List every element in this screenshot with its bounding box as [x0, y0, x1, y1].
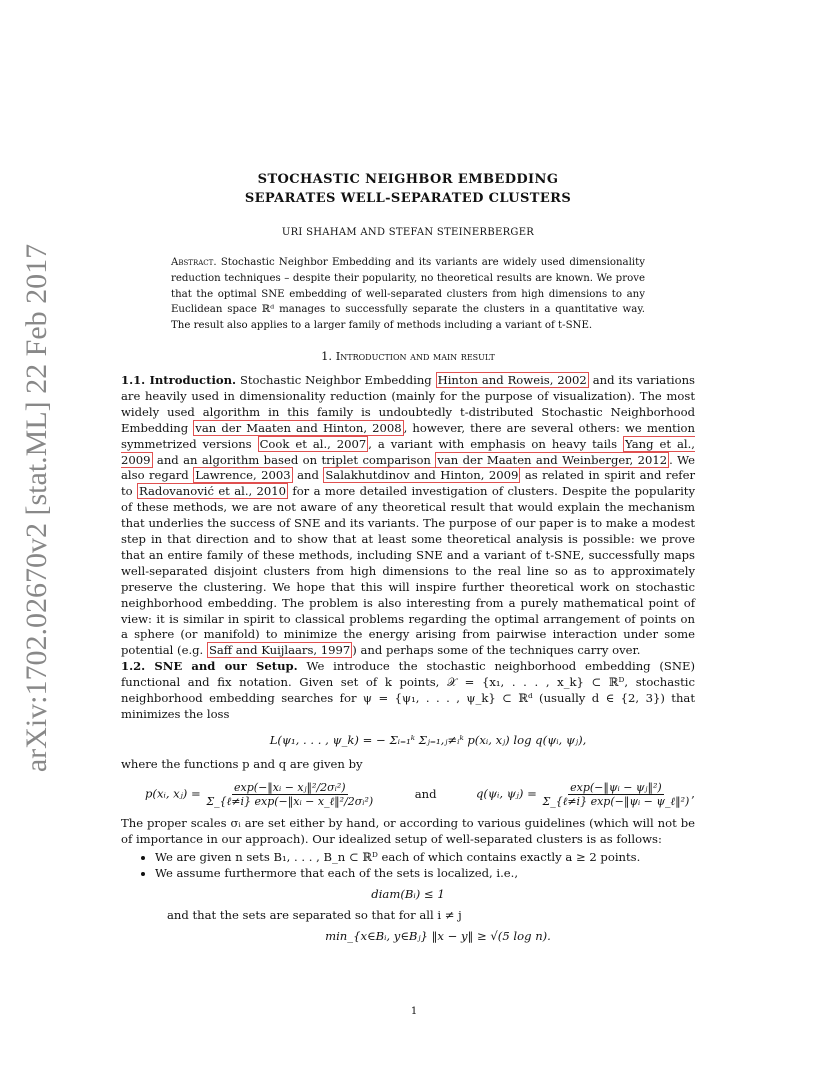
text-run: and its variations are heavily used in dimensionality reduction (mainly for the purpose of visualization). The most widely used algorithm in this family is undoubtedly t-distributed Stochastic Neighborhood Embedding — [121, 372, 695, 435]
abstract — [171, 255, 645, 334]
text-run: and — [297, 468, 319, 483]
citation-link[interactable]: Saff and Kuijlaars, 1997 — [208, 643, 351, 658]
and-word: and — [414, 787, 437, 802]
subsection-heading-1-1: 1.1. Introduction. — [121, 372, 237, 387]
arxiv-sidebar-stamp — [14, 243, 60, 773]
title-line-2: SEPARATES WELL-SEPARATED CLUSTERS — [244, 191, 572, 206]
citation-link[interactable]: van der Maaten and Weinberger, 2012 — [437, 452, 668, 467]
list-item: • We assume furthermore that each of the sets is localized, i.e., — [155, 866, 695, 882]
separation-text: and that the sets are separated so that for all i ≠ j — [167, 908, 462, 923]
citation-link[interactable]: Radovanović et al., 2010 — [139, 484, 287, 499]
text-run: , a variant with emphasis on heavy tails — [368, 436, 618, 451]
page-number: 1 — [410, 1006, 418, 1017]
citation-link[interactable]: Cook et al., 2007 — [259, 436, 367, 451]
p-lhs: p(xᵢ, xⱼ) = — [145, 786, 201, 801]
text-run: . We also regard — [121, 452, 696, 483]
abstract-text: Stochastic Neighbor Embedding and its variants are widely used dimensionality reduction techniques – despite their popularity, no theoretical results are known. We prove that the optimal SNE embedding of well-separated clusters from high dimensions to any Euclidean space ℝᵈ manages to successfully separate the clusters in a quantitative way. The result also applies to a larger family of methods including a variant of t-SNE. — [171, 257, 645, 332]
p-denominator: Σ_{ℓ≠i} exp(−‖xᵢ − x_ℓ‖²/2σᵢ²) — [206, 794, 374, 808]
authors: URI SHAHAM AND STEFAN STEINERBERGER — [281, 227, 535, 238]
introduction-paragraph — [121, 373, 695, 659]
citation-link[interactable]: Hinton and Roweis, 2002 — [437, 372, 587, 387]
text-run: Stochastic Neighbor Embedding — [239, 372, 432, 387]
list-item: • We are given n sets B₁, . . . , B_n ⊂ ℝᴰ each of which contains exactly a ≥ 2 points. — [155, 850, 695, 866]
arxiv-id: arXiv:1702.02670v2 [stat.ML] 22 Feb 2017 — [20, 243, 53, 773]
q-trailing-comma: , — [691, 786, 695, 801]
min-distance-equation: min_{x∈Bᵢ, y∈Bⱼ} ‖x − y‖ ≥ √(5 log n). — [325, 929, 551, 944]
title-line-1: STOCHASTIC NEIGHBOR EMBEDDING — [257, 172, 559, 187]
p-fraction — [204, 781, 375, 808]
loss-equation: L(ψ₁, . . . , ψ_k) = − Σᵢ₌₁ᵏ Σⱼ₌₁,ⱼ≠ᵢᵏ p(xᵢ, xⱼ) log q(ψᵢ, ψⱼ), — [269, 732, 587, 747]
q-fraction — [540, 781, 691, 808]
subsection-heading-1-2: 1.2. SNE and our Setup. — [121, 659, 298, 674]
citation-link[interactable]: Yang et al., 2009 — [121, 436, 695, 467]
paper-page — [121, 160, 695, 943]
citation-link[interactable]: van der Maaten and Hinton, 2008 — [195, 420, 402, 435]
text-run: for a more detailed investigation of clusters. Despite the popularity of these methods, we are not aware of any theoretical result that would explain the mechanism that underlies the success of SNE and its variants. The purpose of our paper is to make a modest step in that direction and to show that at least some theoretical analysis is possible: we prove that an entire family of these methods, including SNE and a variant of t-SNE, successfully maps well-separated disjoint clusters from high dimensions to the real line so as to approximately preserve the clustering. We hope that this will inspire further theoretical work on stochastic neighborhood embedding. The problem is also interesting from a purely mathematical point of view: it is similar in spirit to classical problems regarding the optimal arrangement of points on a sphere (or manifold) to minimize the energy arising from pairwise interaction under some potential (e.g. — [121, 484, 695, 658]
abstract-label: Abstract. — [171, 257, 217, 268]
text-run: , however, there are several others: we mention symmetrized versions — [121, 420, 695, 451]
q-numerator: exp(−‖ψᵢ − ψⱼ‖²) — [570, 780, 662, 794]
text-run: We introduce the stochastic neighborhood embedding (SNE) functional and fix notation. Given set of k points, 𝒳 = {x₁, . . . , x_k} ⊂ ℝᴰ, stochastic neighborhood embedding searches for ψ = {ψ₁, . . . , ψ_k} ⊂ ℝᵈ (usually d ∈ {2, 3}) that minimizes the loss — [121, 659, 695, 722]
p-equation — [121, 781, 375, 808]
text-run: as related in spirit and refer to — [121, 468, 696, 499]
citation-link[interactable]: Salakhutdinov and Hinton, 2009 — [325, 468, 519, 483]
citation-link[interactable]: Lawrence, 2003 — [195, 468, 291, 483]
p-numerator: exp(−‖xᵢ − xⱼ‖²/2σᵢ²) — [234, 780, 346, 794]
text-run: ) and perhaps some of the techniques carry over. — [352, 643, 641, 658]
section-heading: 1. Introduction and main result — [321, 348, 495, 363]
functions-intro: where the functions p and q are given by — [121, 756, 363, 771]
p-q-equations — [121, 781, 695, 808]
q-denominator: Σ_{ℓ≠i} exp(−‖ψᵢ − ψ_ℓ‖²) — [542, 794, 690, 808]
text-run: and an algorithm based on triplet comparison — [156, 452, 431, 467]
scales-paragraph: The proper scales σᵢ are set either by hand, or according to various guidelines (which will not be of importance in our approach). Our idealized setup of well-separated clusters is as follows: — [121, 815, 695, 846]
diam-equation: diam(Bᵢ) ≤ 1 — [371, 887, 445, 902]
setup-paragraph — [121, 659, 695, 723]
paper-title — [121, 170, 695, 208]
q-lhs: q(ψᵢ, ψⱼ) = — [475, 786, 537, 801]
q-equation — [476, 781, 695, 808]
setup-list — [121, 850, 695, 882]
